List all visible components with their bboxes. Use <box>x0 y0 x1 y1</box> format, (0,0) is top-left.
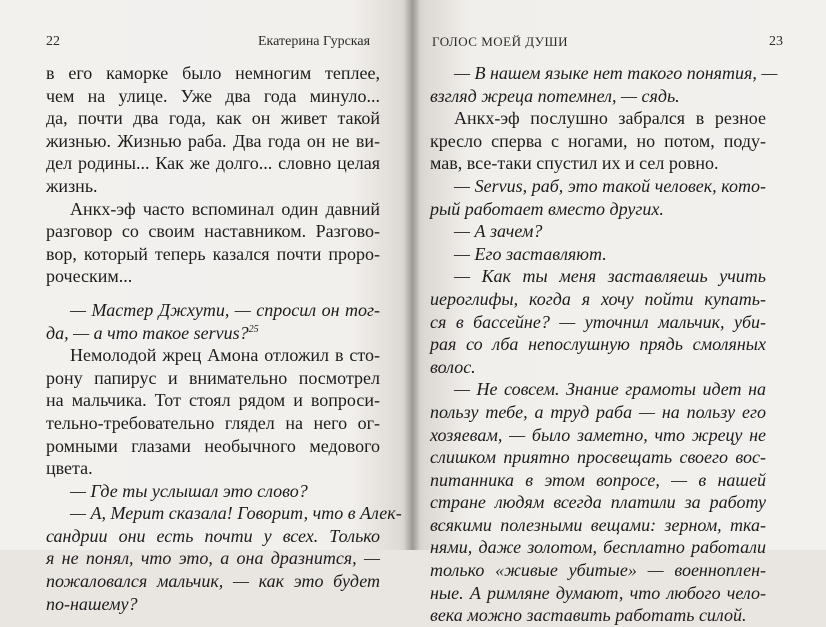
text-line: — Где ты услышал это слово? <box>70 480 308 501</box>
right-running-head: ГОЛОС МОЕЙ ДУШИ <box>432 34 568 49</box>
text-line: хозяевам, — было заметно, что жрецу не <box>430 424 766 445</box>
text-line: — Как ты меня заставляешь учить <box>454 266 766 287</box>
text-line: ные. А римляне думают, что любого чело- <box>430 582 766 603</box>
text-line: Немолодой жрец Амона отложил в сто- <box>70 345 380 366</box>
text-line: рону папирус и внимательно посмотрел <box>46 367 380 388</box>
left-running-head: Екатерина Гурская <box>258 34 371 49</box>
text-line: Анкх-эф часто вспоминал один давний <box>70 198 380 219</box>
text-line: питанника в этом вопросе, — в нашей <box>430 469 766 490</box>
text-line: — А зачем? <box>454 221 543 242</box>
text-line: ромными глазами необычного медового <box>46 435 380 456</box>
text-line: — Не совсем. Знание грамоты идет на <box>454 379 766 400</box>
text-line: рый работает вместо других. <box>430 198 664 219</box>
text-line: Анкх-эф послушно забрался в резное <box>454 108 766 129</box>
text-line: пожаловался мальчик, — как это будет <box>46 571 380 592</box>
left-page-number: 22 <box>46 34 60 49</box>
text-line: дел родины... Как же долго... словно целая <box>46 153 380 174</box>
text-line: нями, даже золотом, бесплатно работали <box>430 537 766 558</box>
text-line: всякими полезными вещами: зерном, тка- <box>430 514 766 535</box>
text-line: жизнью. Жизнью раба. Два года он не ви- <box>46 130 380 151</box>
text-line: сандрии они есть почти у всех. Только <box>46 525 380 546</box>
right-page-number: 23 <box>769 34 783 49</box>
text-line: — Его заставляют. <box>454 243 607 264</box>
text-line: цвета. <box>46 458 93 479</box>
text-line: — Мастер Джхути, — спросил он тог- <box>70 299 380 320</box>
text-line: разговор со своим наставником. Разгово- <box>46 221 380 242</box>
text-line: жизнь. <box>46 175 98 196</box>
text-line: — Servus, раб, это такой человек, кото- <box>454 175 766 196</box>
text-line: взгляд жреца потемнел, — сядь. <box>430 85 680 106</box>
text-line: волос. <box>430 356 476 377</box>
text-line: слишком приятно просвещать своего вос- <box>430 447 766 468</box>
text-line: стране людям всегда платили за работу <box>430 492 766 513</box>
text-line: только «живые убитые» — военноплен- <box>430 560 766 581</box>
left-page <box>0 0 412 614</box>
text-line: иероглифы, когда я хочу пойти купать- <box>430 288 766 309</box>
text-line: века можно заставить работать силой. <box>430 605 747 626</box>
right-page-text <box>430 62 778 627</box>
text-line: чем на улице. Уже два года минуло... <box>46 85 380 106</box>
left-page-text <box>46 62 402 615</box>
right-page <box>412 0 826 626</box>
text-line: рая со лба непослушную прядь смоляных <box>430 334 766 355</box>
text-line: тельно-требовательно глядел на него ог- <box>46 412 380 433</box>
text-line: ся в бассейне? — уточнил мальчик, уби- <box>430 311 766 332</box>
text-line: роческим... <box>46 266 133 287</box>
text-line: да, почти два года, как он живет такой <box>46 108 380 129</box>
text-line: кресло сперва с ногами, но потом, поду- <box>430 130 766 151</box>
text-line <box>46 288 380 299</box>
text-line: — А, Мерит сказала! Говорит, что в Алек- <box>70 503 402 524</box>
text-line: да, — а что такое servus?$^{25}$ <box>46 322 259 343</box>
text-line: на мальчика. Тот стоял рядом и вопроси- <box>46 390 380 411</box>
footnote-marker[interactable]: 25 <box>248 323 259 335</box>
text-line: я не понял, что это, а она дразнится, — <box>46 548 380 569</box>
text-line: в его каморке было немногим теплее, <box>46 63 380 83</box>
text-line: по-нашему? <box>46 593 138 614</box>
text-line: пользу тебе, а труд раба — на пользу его <box>430 401 766 422</box>
text-line: вор, который теперь казался почти проро- <box>46 243 380 264</box>
text-line: — В нашем языке нет такого понятия, — <box>454 63 778 83</box>
book-gutter-shadow <box>404 0 420 550</box>
text-line: мав, все-таки спустил их и сел ровно. <box>430 153 719 174</box>
